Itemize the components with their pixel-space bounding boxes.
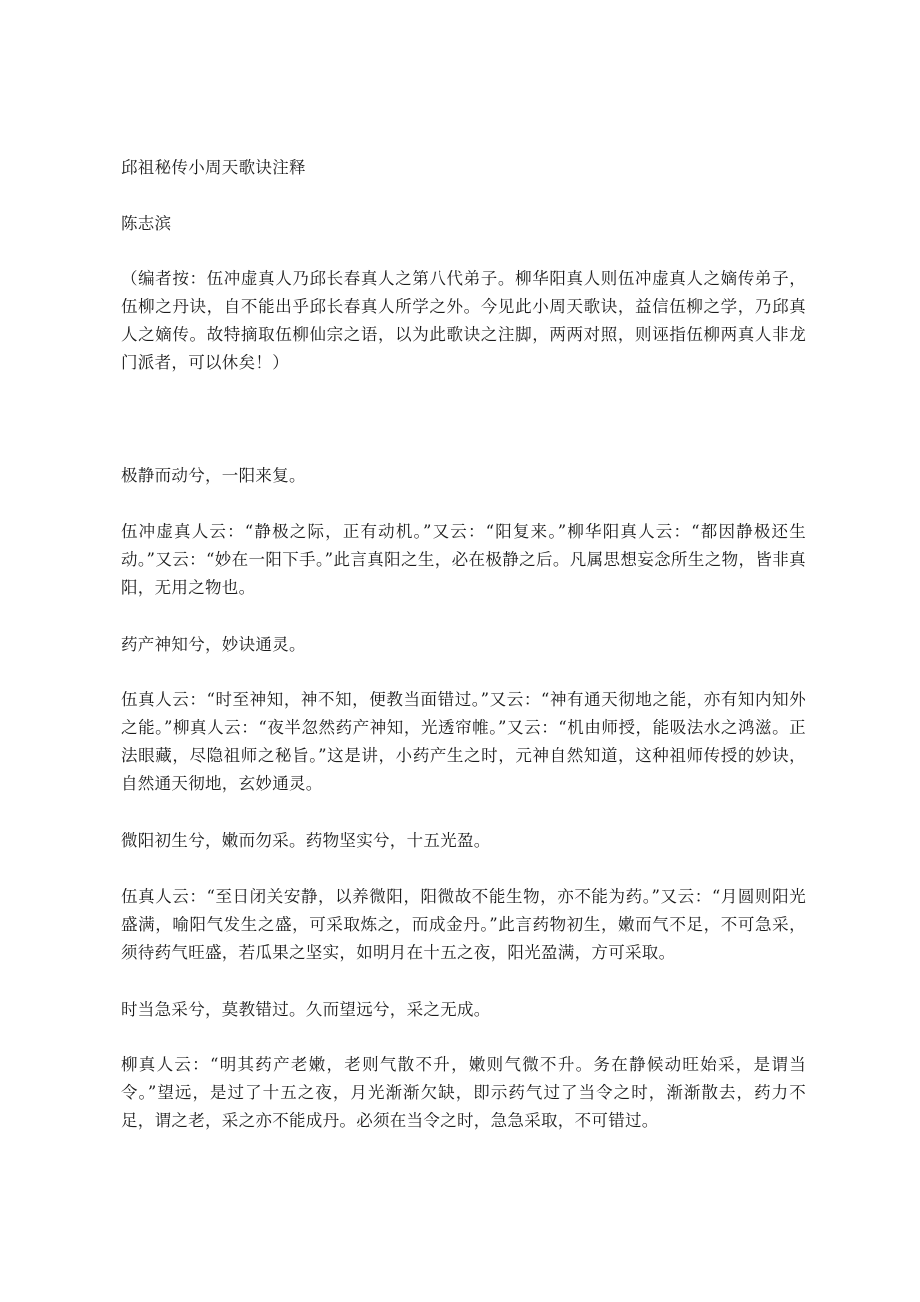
editor-note: （编者按：伍冲虚真人乃邱长春真人之第八代弟子。柳华阳真人则伍冲虚真人之嫡传弟子，伍柳之丹诀，自不能出乎邱长春真人所学之外。今见此小周天歌诀，益信伍柳之学，乃邱真人之嫡传。故特摘取伍柳仙宗之语，以为此歌诀之注脚，两两对照，则诬指伍柳两真人非龙门派者，可以休矣！） bbox=[121, 269, 806, 372]
verse-1: 极静而动兮，一阳来复。 bbox=[121, 466, 306, 485]
commentary-1: 伍冲虚真人云：“静极之际，正有动机。”又云：“阳复来。”柳华阳真人云：“都因静极还生动。”又云：“妙在一阳下手。”此言真阳之生，必在极静之后。凡属思想妄念所生之物，皆非真阳，无用之物也。 bbox=[121, 522, 806, 597]
verse-4: 时当急采兮，莫教错过。久而望远兮，采之无成。 bbox=[121, 1000, 491, 1019]
author-name: 陈志滨 bbox=[121, 214, 172, 233]
commentary-3: 伍真人云：“至日闭关安静，以养微阳，阳微故不能生物，亦不能为药。”又云：“月圆则阳光盛满，喻阳气发生之盛，可采取炼之，而成金丹。”此言药物初生，嫩而气不足，不可急采，须待药气旺盛，若瓜果之坚实，如明月在十五之夜，阳光盈满，方可采取。 bbox=[121, 887, 806, 962]
document-title: 邱祖秘传小周天歌诀注释 bbox=[121, 158, 306, 177]
verse-3: 微阳初生兮，嫩而勿采。药物坚实兮，十五光盈。 bbox=[121, 831, 491, 850]
commentary-2: 伍真人云：“时至神知，神不知，便教当面错过。”又云：“神有通天彻地之能，亦有知内知外之能。”柳真人云：“夜半忽然药产神知，光透帘帷。”又云：“机由师授，能吸法水之鸿滋。正法眼藏，尽隐祖师之秘旨。”这是讲，小药产生之时，元神自然知道，这种祖师传授的妙诀，自然通天彻地，玄妙通灵。 bbox=[121, 690, 806, 793]
verse-2: 药产神知兮，妙诀通灵。 bbox=[121, 635, 306, 654]
commentary-4: 柳真人云：“明其药产老嫩，老则气散不升，嫩则气微不升。务在静候动旺始采，是谓当令。”望远，是过了十五之夜，月光渐渐欠缺，即示药气过了当令之时，渐渐散去，药力不足，谓之老，采之亦不能成丹。必须在当令之时，急急采取，不可错过。 bbox=[121, 1055, 806, 1130]
